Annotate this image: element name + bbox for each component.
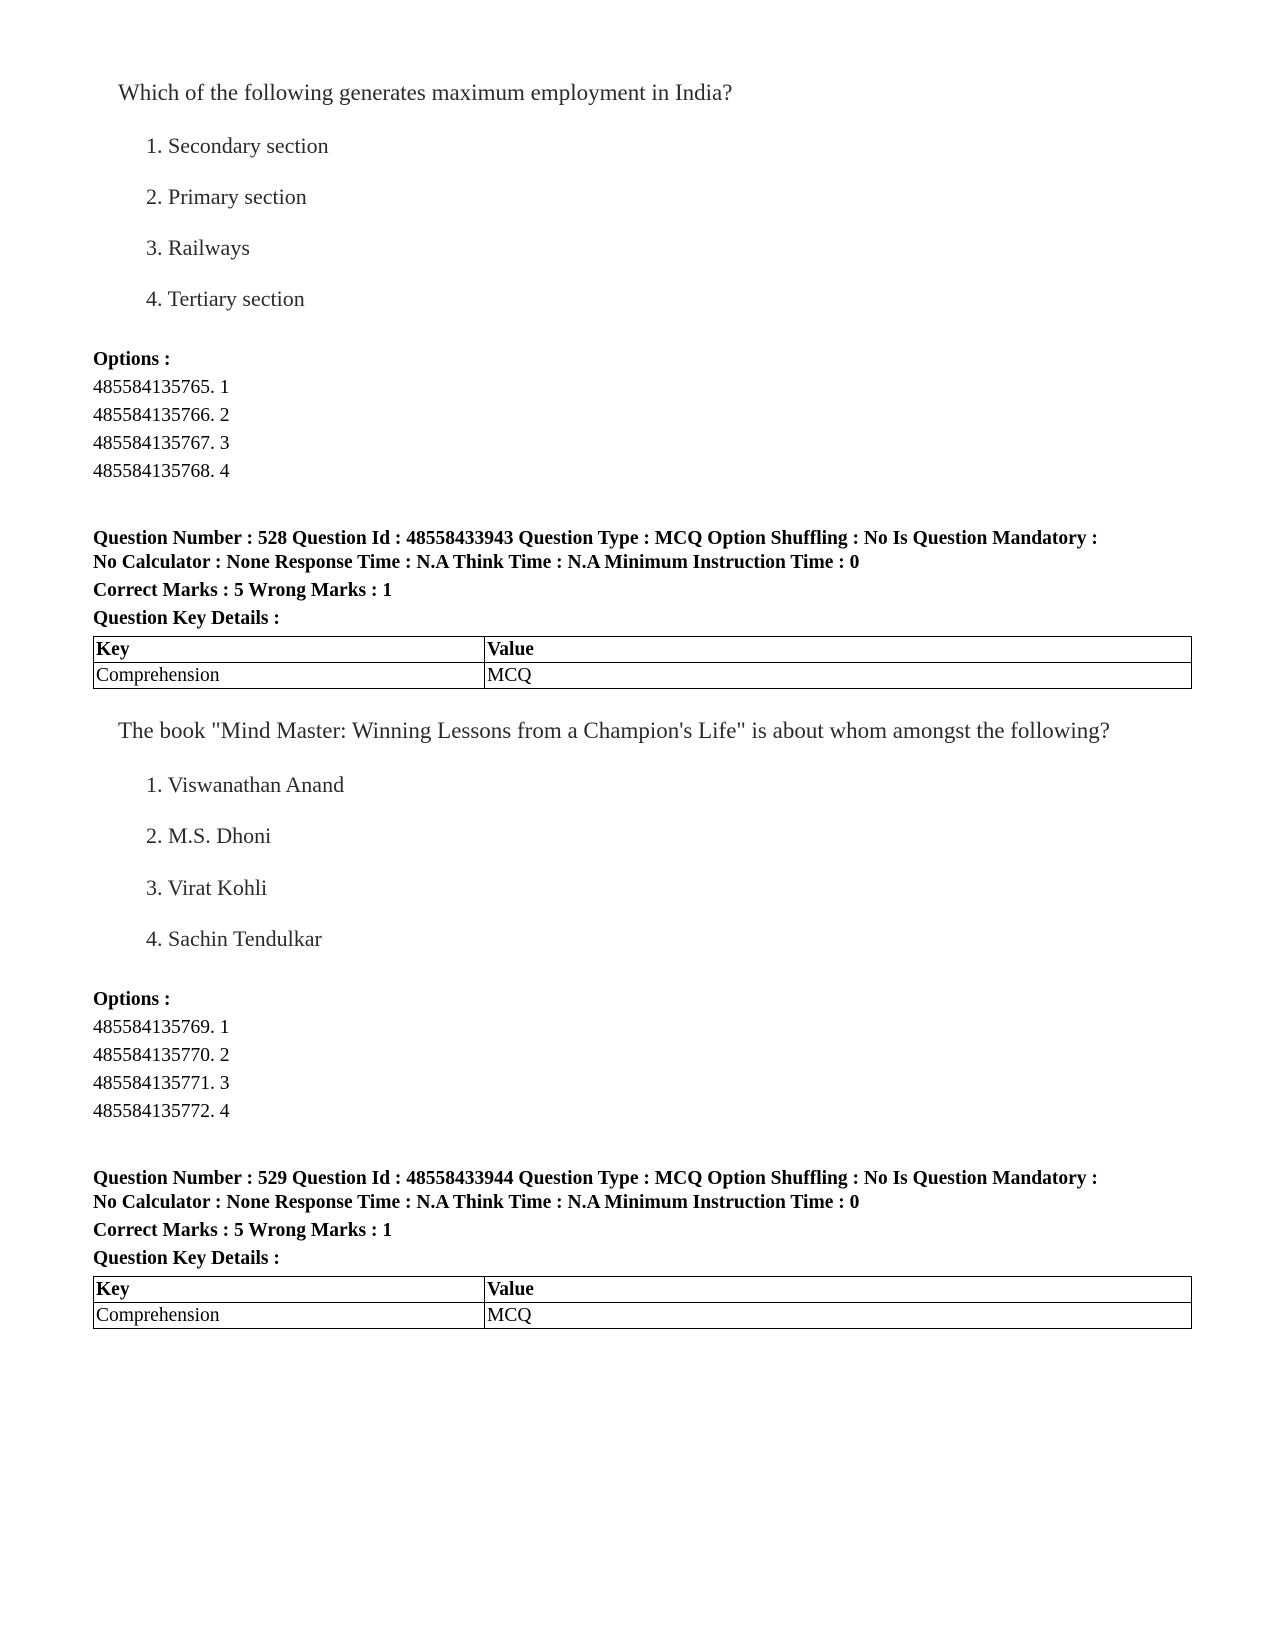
table-row [94,1303,1192,1329]
option-id: 485584135766. 2 [93,405,230,426]
option-id: 485584135765. 1 [93,377,230,398]
option-id: 485584135767. 3 [93,433,230,454]
question-choice: 1. Secondary section [146,133,329,158]
options-label: Options : [93,349,171,370]
option-id: 485584135770. 2 [93,1045,230,1066]
question-choice: 2. M.S. Dhoni [146,823,272,848]
question-choice: 2. Primary section [146,184,307,209]
question-choice: 4. Sachin Tendulkar [146,926,322,951]
question-meta: Question Number : 528 Question Id : 48558433943 Question Type : MCQ Option Shuffling : No Is Question Mandatory : [93,528,1098,549]
question-text: The book "Mind Master: Winning Lessons from a Champion's Life" is about whom amongst the following? [118,718,1110,743]
key-details-label: Question Key Details : [93,608,280,629]
question-choice: 3. Railways [146,235,250,260]
question-meta: Question Number : 529 Question Id : 48558433944 Question Type : MCQ Option Shuffling : No Is Question Mandatory : [93,1168,1098,1189]
table-header-key: Key [94,1277,485,1303]
question-choice: 1. Viswanathan Anand [146,772,345,797]
question-choice: 4. Tertiary section [146,286,305,311]
options-label: Options : [93,989,171,1010]
table-cell-value: MCQ [485,1303,1192,1329]
table-row [94,663,1192,689]
question-meta: No Calculator : None Response Time : N.A Think Time : N.A Minimum Instruction Time : 0 [93,1192,860,1213]
question-choice: 3. Virat Kohli [146,875,268,900]
table-header-value: Value [485,637,1192,663]
question-marks: Correct Marks : 5 Wrong Marks : 1 [93,580,393,601]
table-header-key: Key [94,637,485,663]
question-meta: No Calculator : None Response Time : N.A Think Time : N.A Minimum Instruction Time : 0 [93,552,860,573]
table-header-row [94,1277,1192,1303]
question-text: Which of the following generates maximum employment in India? [118,80,733,105]
table-header-value: Value [485,1277,1192,1303]
option-id: 485584135772. 4 [93,1101,230,1122]
table-cell-key: Comprehension [94,663,485,689]
table-cell-value: MCQ [485,663,1192,689]
table-header-row [94,637,1192,663]
option-id: 485584135768. 4 [93,461,230,482]
table-cell-key: Comprehension [94,1303,485,1329]
key-details-table [93,1276,1192,1329]
key-details-label: Question Key Details : [93,1248,280,1269]
key-details-table [93,636,1192,689]
option-id: 485584135769. 1 [93,1017,230,1038]
option-id: 485584135771. 3 [93,1073,230,1094]
question-marks: Correct Marks : 5 Wrong Marks : 1 [93,1220,393,1241]
